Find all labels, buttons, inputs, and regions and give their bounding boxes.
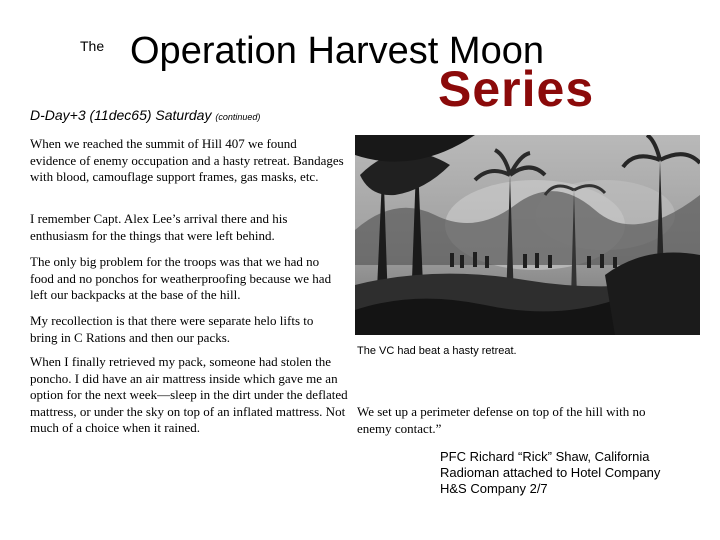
subtitle-date: D-Day+3 (11dec65) Saturday: [30, 107, 216, 123]
story-paragraph: I remember Capt. Alex Lee’s arrival there and his enthusiasm for the things that were left behind.: [30, 211, 288, 243]
photo-illustration: [355, 135, 700, 335]
closing-paragraph: We set up a perimeter defense on top of the hill with no enemy contact.”: [357, 404, 646, 436]
hilltop-photo: [355, 135, 700, 335]
page-subtitle: [30, 107, 260, 123]
story-paragraph: When I finally retrieved my pack, someone had stolen the poncho. I did have an air mattress inside which gave me an option for the next week—sleep in the dirt under the deflated mattress, or under the sky on top of an inflated mattress. Not much of a choice when it rained.: [30, 354, 348, 435]
author-signature: [440, 449, 660, 497]
page-title: Operation Harvest Moon: [130, 30, 544, 72]
story-paragraph: When we reached the summit of Hill 407 we found evidence of enemy occupation and a hasty retreat. Bandages with blood, camouflage support frames, gas masks, etc.: [30, 136, 344, 184]
photo-caption: The VC had beat a hasty retreat.: [357, 345, 517, 357]
subtitle-continued: (continued): [215, 112, 261, 122]
story-paragraph: The only big problem for the troops was that we had no food and no ponchos for weatherproofing because we had left our backpacks at the base of the hill.: [30, 254, 332, 302]
author-name: PFC Richard “Rick” Shaw, California: [440, 449, 650, 464]
story-paragraph: My recollection is that there were separate helo lifts to bring in C Rations and then our packs.: [30, 313, 314, 345]
title-prefix: The: [80, 38, 105, 54]
author-role: Radioman attached to Hotel Company: [440, 465, 661, 480]
author-unit: H&S Company 2/7: [440, 481, 548, 496]
series-label: Series: [438, 61, 595, 117]
